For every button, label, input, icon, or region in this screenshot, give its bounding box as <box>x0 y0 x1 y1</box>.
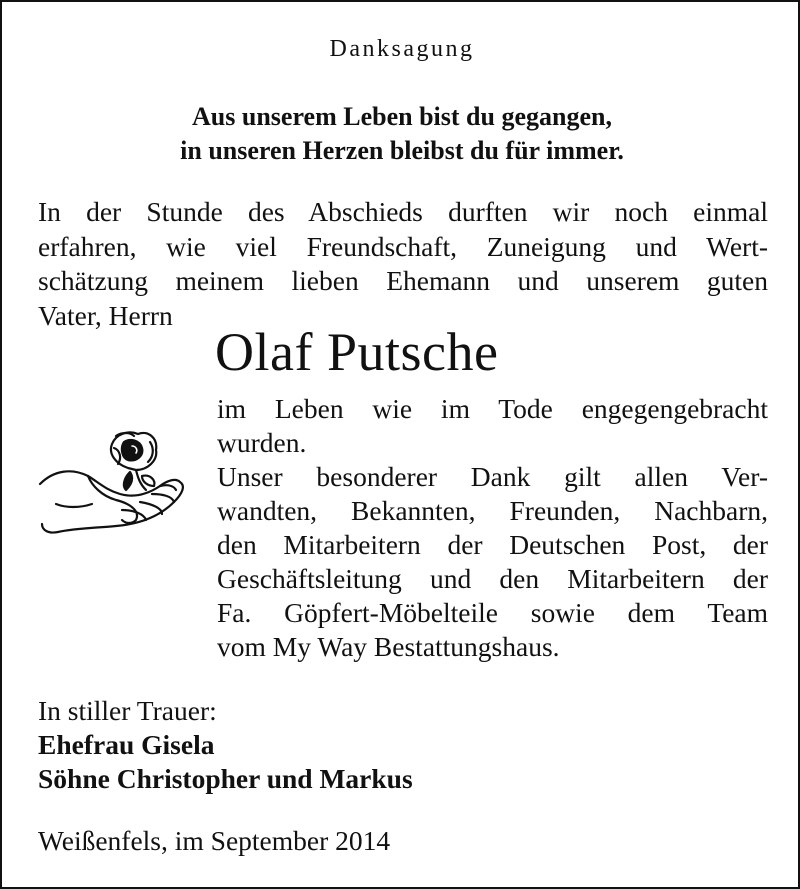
body-line: wurden. <box>217 427 307 458</box>
place-date: Weißenfels, im September 2014 <box>38 825 391 856</box>
body-line: vom My Way Bestattungshaus. <box>217 631 560 662</box>
body-line: wandten, Bekannten, Freunden, Nachbarn, <box>217 495 768 526</box>
mourners-block <box>38 694 413 796</box>
intro-line: In der Stunde des Abschieds durften wir noch einmal <box>38 196 768 227</box>
body-line: Unser besonderer Dank gilt allen Ver- <box>217 461 768 492</box>
motto-line-2: in unseren Herzen bleibst du für immer. <box>180 136 624 165</box>
thanks-paragraph <box>217 392 768 664</box>
intro-line: erfahren, wie viel Freundschaft, Zuneigung und Wert- <box>38 230 768 262</box>
body-line: Fa. Göpfert-Möbelteile sowie dem Team <box>217 597 768 628</box>
motto-line-1: Aus unserem Leben bist du gegangen, <box>192 102 612 131</box>
body-line: den Mitarbeitern der Deutschen Post, der <box>217 529 768 560</box>
rose-in-hand-icon <box>36 424 196 536</box>
mourners-intro: In stiller Trauer: <box>38 695 217 726</box>
intro-line: schätzung meinem lieben Ehemann und unserem guten <box>38 265 768 296</box>
notice-heading: Danksagung <box>329 36 475 62</box>
mourner-name: Ehefrau Gisela <box>38 729 215 760</box>
motto <box>2 100 800 168</box>
deceased-name: Olaf Putsche <box>215 322 499 382</box>
mourner-name: Söhne Christopher und Markus <box>38 763 413 794</box>
body-line: im Leben wie im Tode engegengebracht <box>217 393 768 424</box>
intro-line: Vater, Herrn <box>38 299 173 331</box>
intro-paragraph <box>38 195 768 333</box>
body-line: Geschäftsleitung und den Mitarbeitern der <box>217 563 768 594</box>
